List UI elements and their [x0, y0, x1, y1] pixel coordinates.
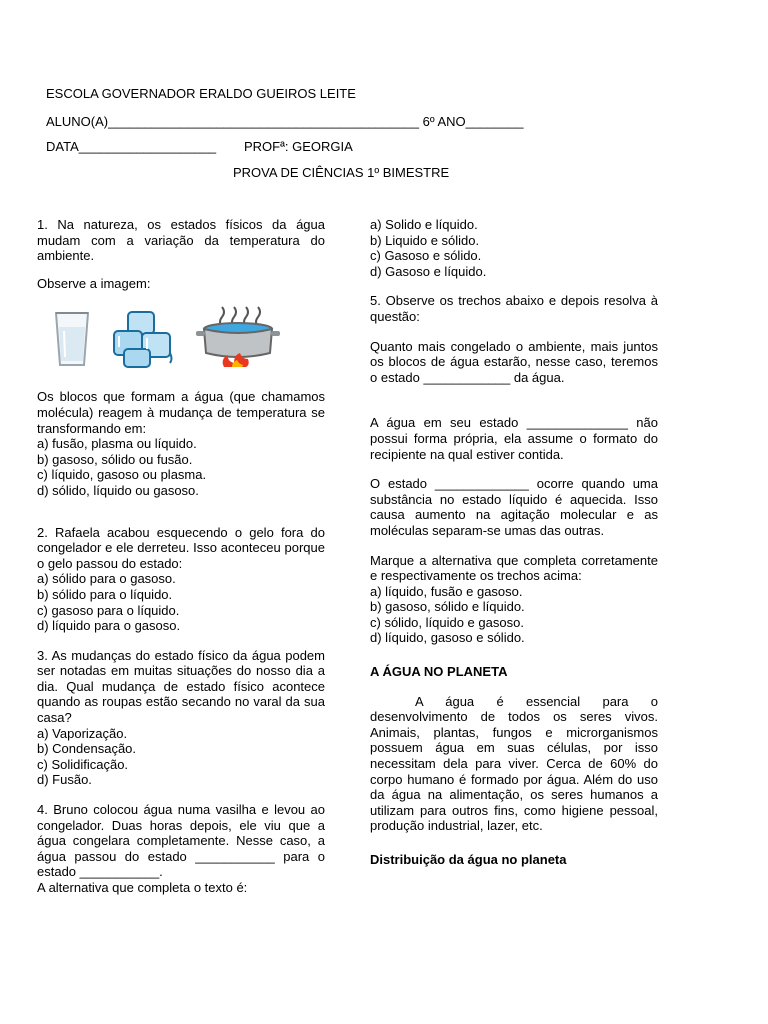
option-b: b) Liquido e sólido.: [370, 232, 480, 248]
option-a: a) líquido, fusão e gasoso.: [370, 583, 523, 599]
option-b: b) gasoso, sólido ou fusão.: [37, 451, 193, 467]
option-b: b) sólido para o líquido.: [37, 586, 173, 602]
question-5-intro: 5. Observe os trechos abaixo e depois resolva à questão:: [370, 293, 658, 324]
option-d: d) Gasoso e líquido.: [370, 263, 487, 279]
question-2-options: [37, 571, 325, 633]
question-5-options: [370, 584, 658, 646]
left-column: [37, 217, 325, 896]
question-1-observe: Observe a imagem:: [37, 275, 151, 291]
option-d: d) Fusão.: [37, 772, 92, 788]
teacher-name: PROFª: GEORGIA: [244, 139, 353, 154]
question-4-text: 4. Bruno colocou água numa vasilha e levou ao congelador. Duas horas depois, ele viu que a água congelara completamente. Nesse caso, a água passou do estado ___________ para o estado ___________.: [37, 802, 325, 880]
question-5-prompt: Marque a alternativa que completa corretamente e respectivamente os trechos acima:: [370, 552, 658, 584]
states-of-water-illustration: [52, 299, 325, 369]
glass-of-water-icon: [52, 309, 92, 369]
option-c: c) Solidificação.: [37, 756, 129, 772]
option-b: b) Condensação.: [37, 741, 137, 757]
question-1-intro: 1. Na natureza, os estados físicos da água mudam com a variação da temperatura do ambiente.: [37, 217, 325, 264]
section-paragraph: A água é essencial para o desenvolvimento de todos os seres vivos. Animais, plantas, fungos e microrganismos possuem água em suas células, por isso necessitam dela para viver. Cerca de 60% do corpo humano é formado por água. Além do uso da água na alimentação, os seres humanos a utilizam para outros fins, como higiene pessoal, produção industrial, lazer, etc.: [370, 693, 658, 834]
option-c: c) gasoso para o líquido.: [37, 602, 180, 618]
question-1-text: Os blocos que formam a água (que chamamos molécula) reagem à mudança de temperatura se transformando em:: [37, 389, 325, 436]
boiling-pot-icon: [196, 305, 280, 369]
exam-title: PROVA DE CIÊNCIAS 1º BIMESTRE: [233, 165, 450, 180]
question-5-excerpt-2: A água em seu estado ______________ não possui forma própria, ela assume o formato do recipiente na qual estiver contida.: [370, 415, 658, 462]
section-title: A ÁGUA NO PLANETA: [370, 664, 508, 680]
option-d: d) líquido, gasoso e sólido.: [370, 630, 525, 646]
option-a: a) Solido e líquido.: [370, 217, 478, 232]
option-c: c) líquido, gasoso ou plasma.: [37, 467, 207, 483]
student-name-line: ALUNO(A)___________________________________________ 6º ANO________: [46, 114, 524, 129]
question-3-text: 3. As mudanças do estado físico da água podem ser notadas em muitas situações do nosso dia a dia. Qual mudança de estado físico acontece quando as roupas estão secando no varal da sua casa?: [37, 647, 325, 726]
question-5-excerpt-1: Quanto mais congelado o ambiente, mais juntos os blocos de água estarão, nesse caso, teremos o estado ____________ da água.: [370, 338, 658, 385]
section-subtitle: Distribuição da água no planeta: [370, 852, 567, 867]
question-3-options: [37, 726, 325, 788]
question-4-prompt: A alternativa que completa o texto é:: [37, 880, 248, 895]
question-4-options: [370, 217, 658, 279]
ice-cubes-icon: [110, 309, 178, 369]
option-d: d) sólido, líquido ou gasoso.: [37, 482, 199, 498]
question-1-options: [37, 436, 325, 498]
date-line: DATA___________________: [46, 139, 217, 154]
school-name: ESCOLA GOVERNADOR ERALDO GUEIROS LEITE: [46, 86, 356, 101]
option-c: c) Gasoso e sólido.: [370, 248, 482, 264]
option-b: b) gasoso, sólido e líquido.: [370, 599, 525, 615]
option-a: a) sólido para o gasoso.: [37, 571, 176, 587]
option-a: a) Vaporização.: [37, 725, 128, 741]
right-column: [370, 217, 658, 868]
question-2-text: 2. Rafaela acabou esquecendo o gelo fora do congelador e ele derreteu. Isso aconteceu porque o gelo passou do estado:: [37, 524, 325, 571]
option-d: d) líquido para o gasoso.: [37, 618, 181, 634]
question-5-excerpt-3: O estado _____________ ocorre quando uma substância no estado líquido é aquecida. Isso causa aumento na agitação molecular e as moléculas separam-se umas das outras.: [370, 476, 658, 538]
option-c: c) sólido, líquido e gasoso.: [370, 614, 524, 630]
option-a: a) fusão, plasma ou líquido.: [37, 436, 197, 452]
